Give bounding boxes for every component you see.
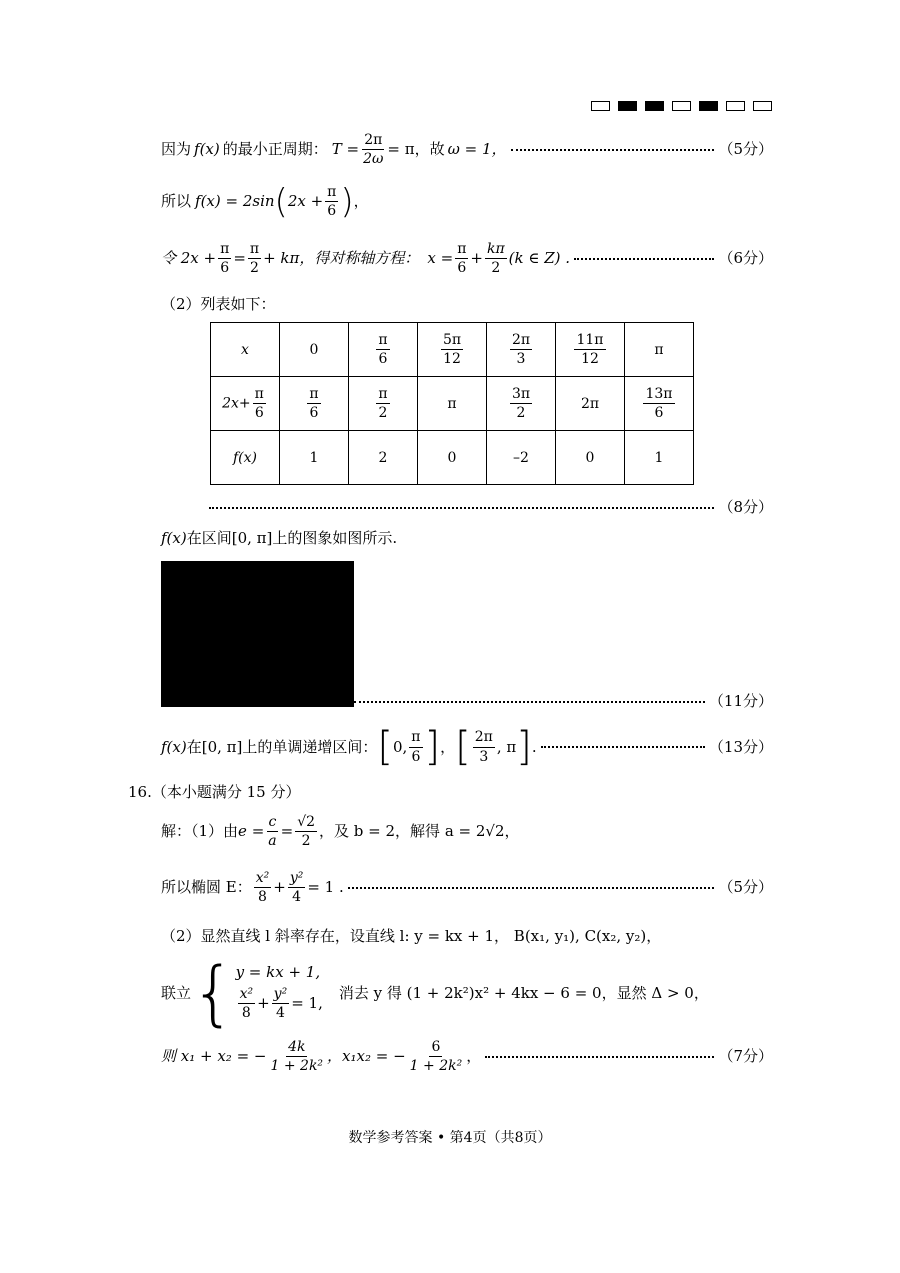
line-fx-formula [161,181,369,222]
math: ，x₁x₂ = − [327,1047,406,1066]
math: (k ∈ Z) . [508,249,571,268]
text: ， [353,192,369,211]
line-graph-score [354,694,773,709]
fraction: $\frac{2\pi}{3}$ [474,729,493,765]
score-label: （8分） [718,498,773,516]
line-eccentricity [161,814,520,849]
table-cell: –2 [487,431,556,485]
text: + [273,878,286,897]
line-simultaneous-system [161,952,709,1034]
fraction: $\frac{\text{y²}}{4}$ [289,870,304,906]
seq-mark-filled [699,101,718,111]
table-cell: 1 [280,431,349,485]
paren-right: ) [340,181,354,222]
table-cell: $\frac{5\pi}{12}$ [418,323,487,377]
math: 则 x₁ + x₂ = − [161,1047,267,1066]
text: ，及 b = 2，解得 a = 2√2， [319,822,520,841]
table-cell: $\frac{11\pi}{12}$ [556,323,625,377]
table-cell: 1 [625,431,694,485]
text: 联立 [161,983,192,1002]
fraction: $\frac{2\pi}{2\omega}$ [363,132,384,168]
table-cell: $\frac{3\pi}{2}$ [487,377,556,431]
fraction: $\frac{\text{x²}}{8}$ [255,870,270,906]
fraction: $\frac{4k}{\text{1 + 2k²}}$ [270,1039,324,1075]
redacted-graph-image [161,561,354,707]
score-label: （7分） [718,1047,773,1066]
table-cell: 0 [556,431,625,485]
page-sequence-marks [591,101,772,111]
bracket-right: ] [424,724,441,770]
text: . [531,737,537,756]
line-ellipse-equation [161,870,773,905]
line-line-setup: （2）显然直线 l 斜率存在，设直线 l: y = kx + 1， B(x₁, y₁), C(x₂, y₂)， [161,927,662,945]
score-label: （6分） [718,249,773,268]
text: 的最小正周期： [222,140,328,159]
table-cell: 2π [556,377,625,431]
table-cell: 0 [280,323,349,377]
fraction: $\frac{\pi}{6}$ [411,729,421,765]
equation-system [235,962,323,1021]
equation-row: $\frac{\text{x²}}{8}$ + $\frac{\text{y²}}{4}$ = 1, [239,985,323,1021]
table-cell: $\frac{\pi}{2}$ [349,377,418,431]
text: = π，故 [387,140,445,159]
fraction: $\frac{6}{\text{1 + 2k²}}$ [409,1039,463,1075]
text: = [233,249,246,268]
line-table-score [205,500,773,515]
math: T = [331,140,360,159]
brace-left: { [191,952,236,1034]
leader-dots [485,1056,714,1058]
leader-dots [348,887,715,889]
seq-mark-empty [726,101,745,111]
leader-dots [541,746,705,748]
math-fx: f(x) [194,140,220,159]
table-cell: 0 [418,431,487,485]
page-footer: 数学参考答案 • 第4页（共8页） [348,1130,552,1146]
fraction: $\frac{√2}{2}$ [297,814,316,850]
question-16-heading: 16.（本小题满分 15 分） [128,783,301,801]
line-increasing-interval [161,724,773,770]
value-table [210,322,694,485]
math: 2x + [287,192,324,211]
table-cell: π [418,377,487,431]
math: 令 2x + [161,249,217,268]
seq-mark-empty [672,101,691,111]
text: 在区间[0, π]上的图象如图所示. [186,529,398,547]
table-cell: $\frac{2\pi}{3}$ [487,323,556,377]
table-row [211,323,694,377]
part2-heading: （2）列表如下： [161,295,276,313]
leader-dots [354,701,705,703]
table-cell: $\frac{13\pi}{6}$ [625,377,694,431]
seq-mark-filled [618,101,637,111]
text: 消去 y 得 (1 + 2k²)x² + 4kx − 6 = 0，显然 Δ > 0， [338,983,709,1002]
table-head-cell: 2x+ $\frac{\pi}{6}$ [211,377,280,431]
fraction: $\frac{\pi}{6}$ [457,241,467,277]
math: ω = 1， [447,140,507,159]
table-cell: $\frac{\pi}{6}$ [280,377,349,431]
paren-left: ( [274,181,288,222]
score-label: （5分） [718,140,773,159]
score-label: （5分） [718,878,773,897]
table-row [211,377,694,431]
text: ， [466,1047,482,1066]
bracket-left: [ [455,724,471,770]
math-fx: f(x) [161,737,187,756]
math: 0, [392,737,408,756]
line-vieta [161,1039,773,1074]
equation-row: y = kx + 1, [235,962,321,981]
leader-dots [574,258,714,260]
leader-dots [511,149,715,151]
text: = [280,822,294,841]
line-symmetry-axis [161,241,773,276]
bracket-left: [ [377,724,393,770]
text: ， [440,737,456,756]
line-period [161,132,773,167]
score-label: （13分） [708,737,773,756]
fraction: $\frac{c}{a}$ [268,814,277,850]
seq-mark-filled [645,101,664,111]
text: 解：（1）由 [161,822,239,841]
text: 所以 [161,192,192,211]
fraction: $\frac{\pi}{6}$ [327,184,337,220]
score-label: （11分） [708,692,773,710]
math: x = [427,249,454,268]
table-head-cell: f(x) [211,431,280,485]
fraction: $\frac{k\pi}{2}$ [486,241,505,277]
text: 所以椭圆 E： [161,878,252,897]
math: , π [496,737,517,756]
table-cell: 2 [349,431,418,485]
table-row [211,431,694,485]
fraction: $\frac{\pi}{2}$ [249,241,260,277]
math-fx: f(x) [161,529,187,547]
table-cell: π [625,323,694,377]
text: + [470,249,483,268]
text: = 1 . [307,878,344,897]
table-head-cell: x [211,323,280,377]
line-graph-intro [161,531,397,546]
seq-mark-empty [591,101,610,111]
fraction: $\frac{\pi}{6}$ [220,241,230,277]
text: 因为 [161,140,192,159]
text: + kπ，得对称轴方程： [263,249,420,268]
math: f(x) = 2sin [195,192,275,211]
seq-mark-empty [753,101,772,111]
bracket-right: ] [516,724,532,770]
leader-dots [209,507,714,509]
table-cell: $\frac{\pi}{6}$ [349,323,418,377]
text: 在[0, π]上的单调递增区间： [186,737,378,756]
math: e = [238,822,265,841]
